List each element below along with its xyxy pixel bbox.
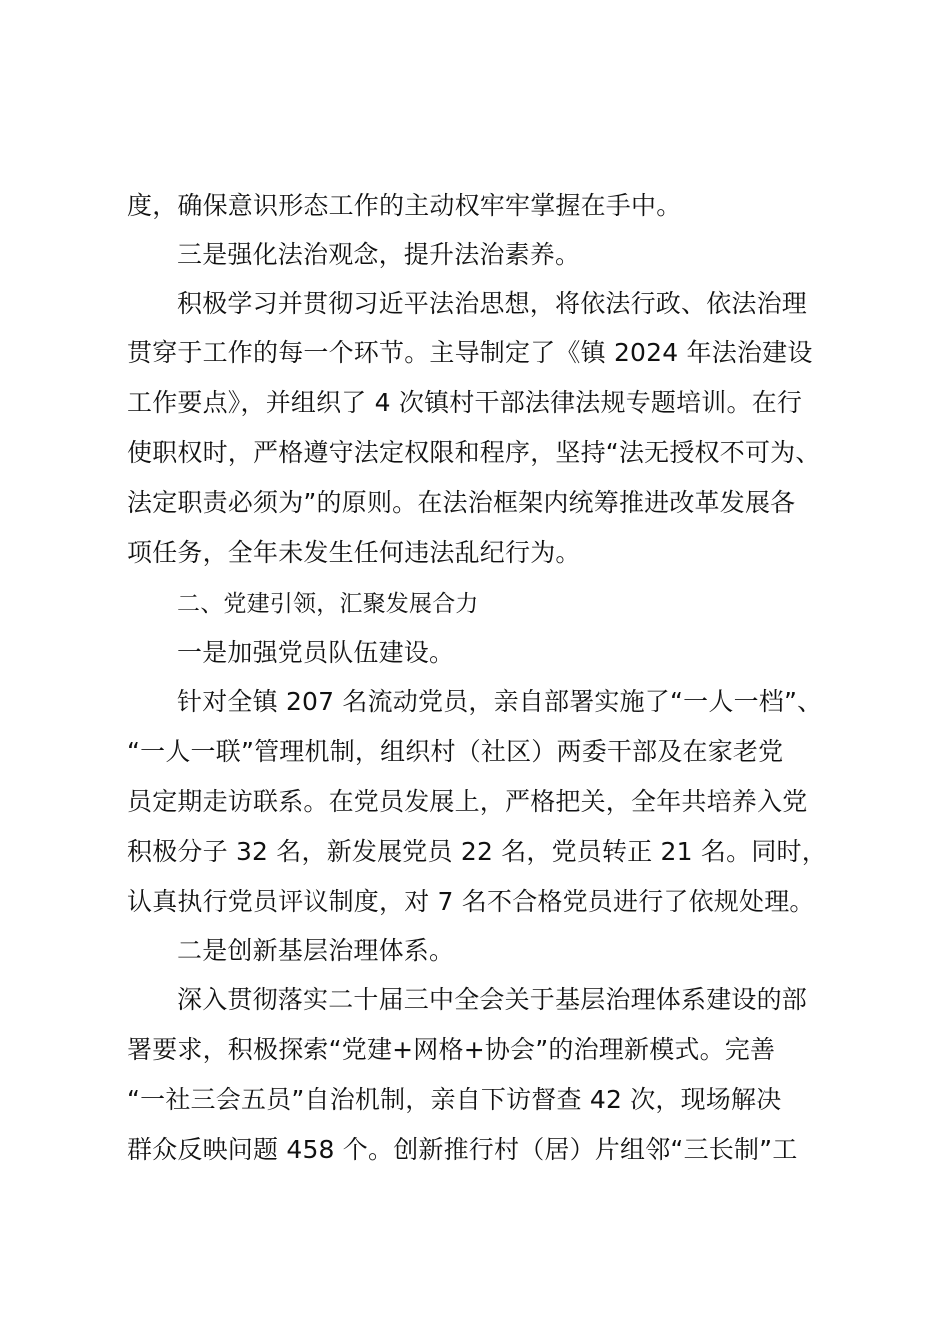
- text-line: “一人一联”管理机制，组织村（社区）两委干部及在家老党: [127, 737, 784, 766]
- text-line: 一是加强党员队伍建设。: [177, 638, 455, 667]
- text-line: 认真执行党员评议制度，对 7 名不合格党员进行了依规处理。: [127, 887, 815, 916]
- text-line: 法定职责必须为”的原则。在法治框架内统筹推进改革发展各: [127, 488, 796, 517]
- text-line: 度，确保意识形态工作的主动权牢牢掌握在手中。: [127, 191, 682, 220]
- text-line: 二是创新基层治理体系。: [177, 936, 455, 965]
- text-line: 项任务，全年未发生任何违法乱纪行为。: [127, 538, 581, 567]
- text-line: 使职权时，严格遵守法定权限和程序，坚持“法无授权不可为、: [127, 438, 821, 467]
- text-line: 工作要点》，并组织了 4 次镇村干部法律法规专题培训。在行: [127, 388, 803, 417]
- text-line: “一社三会五员”自治机制，亲自下访督查 42 次，现场解决: [127, 1085, 782, 1114]
- text-line: 贯穿于工作的每一个环节。主导制定了《镇 2024 年法治建设: [127, 338, 813, 367]
- section-heading: 二、党建引领，汇聚发展合力: [177, 591, 479, 617]
- text-line: 积极学习并贯彻习近平法治思想，将依法行政、依法治理: [177, 289, 808, 318]
- text-line: 三是强化法治观念，提升法治素养。: [177, 240, 581, 269]
- text-line: 署要求，积极探索“党建+网格+协会”的治理新模式。完善: [127, 1035, 776, 1064]
- text-line: 群众反映问题 458 个。创新推行村（居）片组邻“三长制”工: [127, 1135, 798, 1164]
- text-line: 员定期走访联系。在党员发展上，严格把关，全年共培养入党: [127, 787, 808, 816]
- text-line: 积极分子 32 名，新发展党员 22 名，党员转正 21 名。同时，: [127, 837, 827, 866]
- text-line: 针对全镇 207 名流动党员，亲自部署实施了“一人一档”、: [177, 687, 823, 716]
- text-line: 深入贯彻落实二十届三中全会关于基层治理体系建设的部: [177, 985, 808, 1014]
